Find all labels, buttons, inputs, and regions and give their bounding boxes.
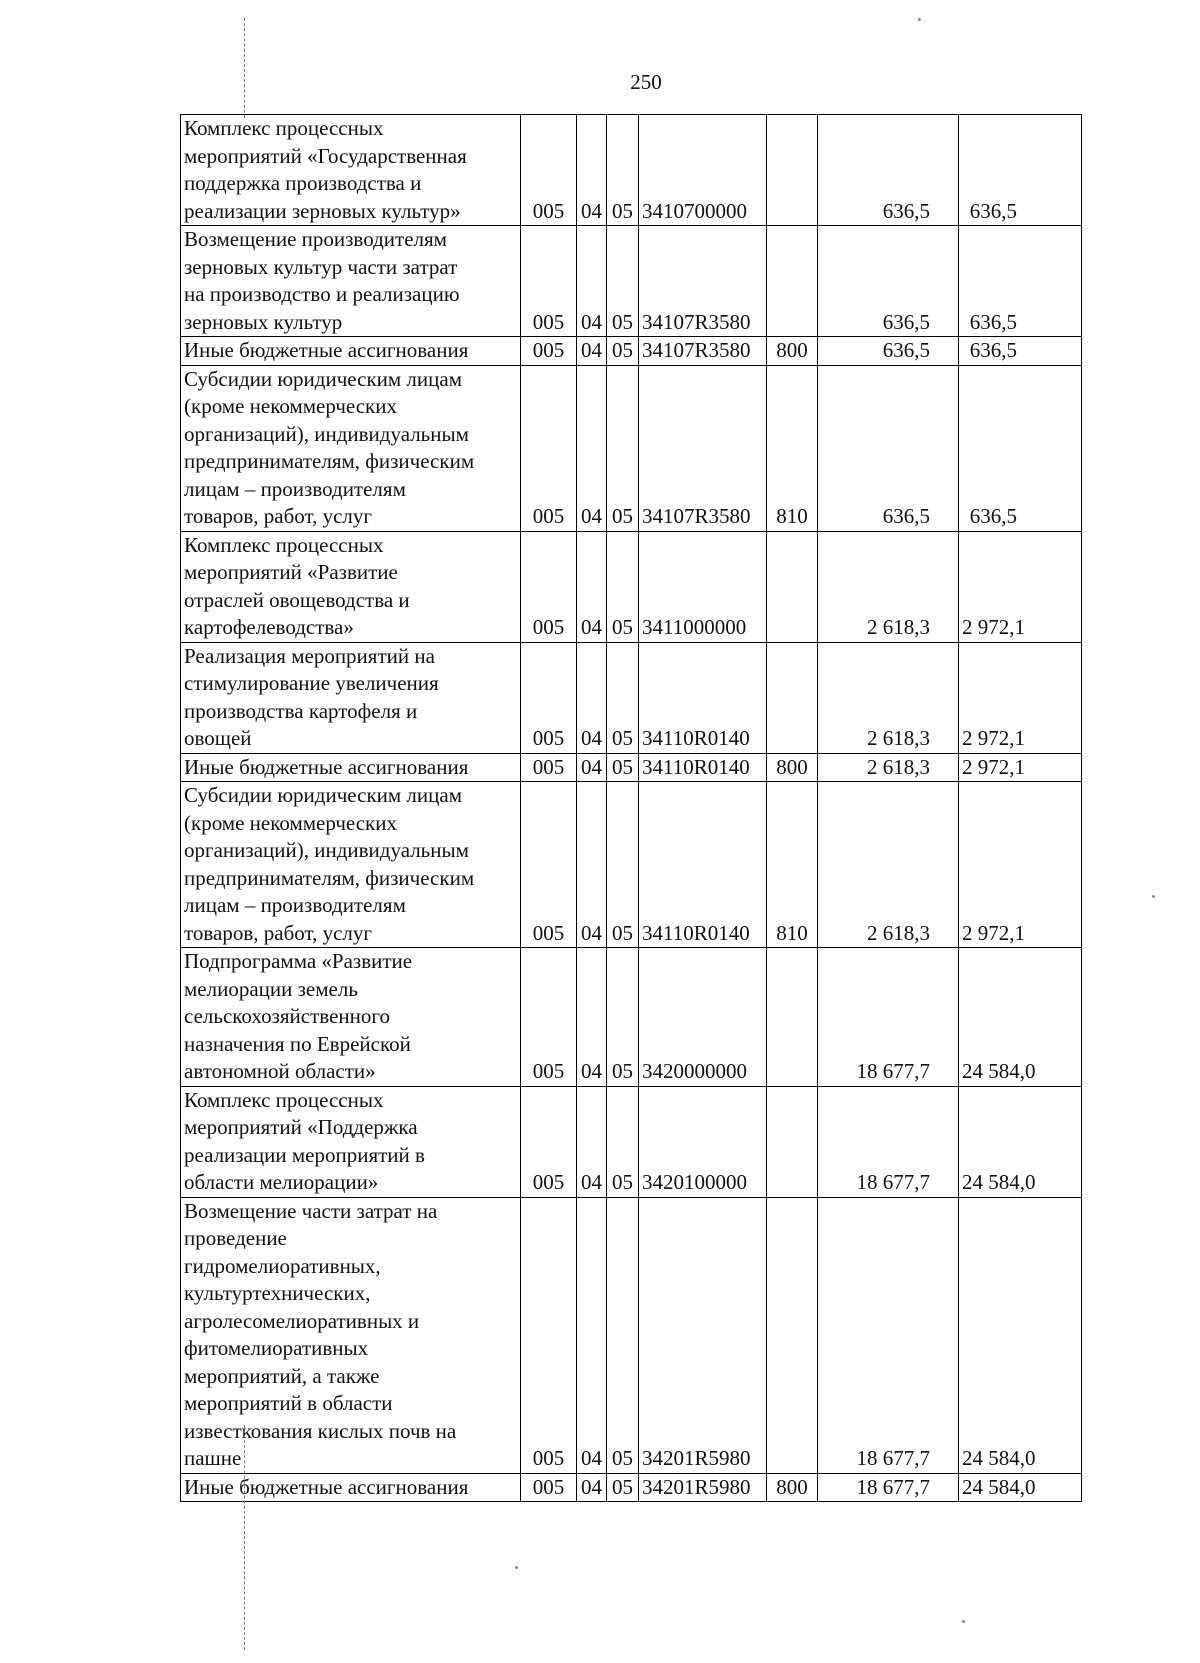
section-code: 04 — [577, 642, 607, 753]
expense-type-code: 810 — [767, 782, 818, 948]
subsection-code: 05 — [607, 115, 639, 226]
sum-year-1: 636,5 — [818, 226, 959, 337]
expense-type-code — [767, 642, 818, 753]
section-code: 04 — [577, 753, 607, 782]
ministry-code: 005 — [521, 531, 577, 642]
subsection-code: 05 — [607, 642, 639, 753]
sum-year-2: 636,5 — [959, 337, 1082, 366]
section-code: 04 — [577, 226, 607, 337]
expense-type-code: 800 — [767, 753, 818, 782]
row-name: Иные бюджетные ассигнования — [181, 753, 521, 782]
scan-speck — [918, 18, 921, 21]
row-name: Возмещение части затрат на проведение гидромелиоративных, культуртехнических, агролесомелиоративных и фитомелиоративных мероприятий, а также мероприятий в области известкования кислых почв на пашне — [181, 1197, 521, 1473]
row-name: Реализация мероприятий на стимулирование увеличения производства картофеля и овощей — [181, 642, 521, 753]
sum-year-1: 2 618,3 — [818, 531, 959, 642]
table-row — [181, 948, 1082, 1087]
expense-type-code — [767, 948, 818, 1087]
scan-speck — [1152, 895, 1155, 898]
ministry-code: 005 — [521, 365, 577, 531]
sum-year-2: 24 584,0 — [959, 1473, 1082, 1502]
sum-year-2: 2 972,1 — [959, 782, 1082, 948]
section-code: 04 — [577, 1086, 607, 1197]
row-name: Комплекс процессных мероприятий «Поддержка реализации мероприятий в области мелиорации» — [181, 1086, 521, 1197]
sum-year-1: 636,5 — [818, 365, 959, 531]
target-article-code: 3411000000 — [639, 531, 767, 642]
table-row — [181, 115, 1082, 226]
target-article-code: 34201R5980 — [639, 1473, 767, 1502]
table-row — [181, 1086, 1082, 1197]
expense-type-code — [767, 1086, 818, 1197]
scan-fold-line-top — [244, 18, 245, 118]
ministry-code: 005 — [521, 753, 577, 782]
row-name: Комплекс процессных мероприятий «Государственная поддержка производства и реализации зерновых культур» — [181, 115, 521, 226]
page-number: 250 — [630, 70, 662, 94]
target-article-code: 34110R0140 — [639, 753, 767, 782]
sum-year-1: 636,5 — [818, 337, 959, 366]
expense-type-code — [767, 115, 818, 226]
sum-year-1: 18 677,7 — [818, 1197, 959, 1473]
table-row — [181, 531, 1082, 642]
sum-year-2: 24 584,0 — [959, 1086, 1082, 1197]
sum-year-1: 18 677,7 — [818, 1086, 959, 1197]
subsection-code: 05 — [607, 782, 639, 948]
target-article-code: 34107R3580 — [639, 226, 767, 337]
subsection-code: 05 — [607, 1086, 639, 1197]
table-row — [181, 337, 1082, 366]
sum-year-2: 24 584,0 — [959, 948, 1082, 1087]
ministry-code: 005 — [521, 1473, 577, 1502]
subsection-code: 05 — [607, 531, 639, 642]
target-article-code: 34107R3580 — [639, 337, 767, 366]
sum-year-2: 24 584,0 — [959, 1197, 1082, 1473]
sum-year-1: 18 677,7 — [818, 1473, 959, 1502]
section-code: 04 — [577, 531, 607, 642]
row-name: Комплекс процессных мероприятий «Развитие отраслей овощеводства и картофелеводства» — [181, 531, 521, 642]
table-row — [181, 365, 1082, 531]
table-body — [181, 115, 1082, 1502]
sum-year-1: 2 618,3 — [818, 782, 959, 948]
ministry-code: 005 — [521, 948, 577, 1087]
expense-type-code — [767, 226, 818, 337]
sum-year-1: 2 618,3 — [818, 753, 959, 782]
row-name: Возмещение производителям зерновых культур части затрат на производство и реализацию зерновых культур — [181, 226, 521, 337]
ministry-code: 005 — [521, 1197, 577, 1473]
section-code: 04 — [577, 1473, 607, 1502]
subsection-code: 05 — [607, 365, 639, 531]
sum-year-2: 636,5 — [959, 226, 1082, 337]
ministry-code: 005 — [521, 337, 577, 366]
sum-year-1: 2 618,3 — [818, 642, 959, 753]
scan-fold-line-bottom — [244, 1425, 245, 1650]
section-code: 04 — [577, 782, 607, 948]
scan-speck — [962, 1620, 965, 1623]
section-code: 04 — [577, 115, 607, 226]
ministry-code: 005 — [521, 1086, 577, 1197]
row-name: Субсидии юридическим лицам (кроме некоммерческих организаций), индивидуальным предпринимателям, физическим лицам – производителям товаров, работ, услуг — [181, 365, 521, 531]
sum-year-2: 636,5 — [959, 115, 1082, 226]
ministry-code: 005 — [521, 226, 577, 337]
section-code: 04 — [577, 948, 607, 1087]
table-row — [181, 226, 1082, 337]
expense-type-code: 800 — [767, 337, 818, 366]
section-code: 04 — [577, 337, 607, 366]
target-article-code: 34201R5980 — [639, 1197, 767, 1473]
sum-year-2: 2 972,1 — [959, 642, 1082, 753]
table-row — [181, 782, 1082, 948]
ministry-code: 005 — [521, 782, 577, 948]
table-row — [181, 642, 1082, 753]
sum-year-2: 636,5 — [959, 365, 1082, 531]
table-row — [181, 753, 1082, 782]
target-article-code: 3420100000 — [639, 1086, 767, 1197]
sum-year-1: 18 677,7 — [818, 948, 959, 1087]
sum-year-2: 2 972,1 — [959, 753, 1082, 782]
subsection-code: 05 — [607, 1197, 639, 1473]
sum-year-2: 2 972,1 — [959, 531, 1082, 642]
sum-year-1: 636,5 — [818, 115, 959, 226]
target-article-code: 34110R0140 — [639, 642, 767, 753]
subsection-code: 05 — [607, 1473, 639, 1502]
ministry-code: 005 — [521, 642, 577, 753]
row-name: Иные бюджетные ассигнования — [181, 337, 521, 366]
target-article-code: 3410700000 — [639, 115, 767, 226]
table-row — [181, 1473, 1082, 1502]
subsection-code: 05 — [607, 226, 639, 337]
expense-type-code — [767, 531, 818, 642]
row-name: Субсидии юридическим лицам (кроме некоммерческих организаций), индивидуальным предпринимателям, физическим лицам – производителям товаров, работ, услуг — [181, 782, 521, 948]
subsection-code: 05 — [607, 753, 639, 782]
subsection-code: 05 — [607, 337, 639, 366]
budget-table — [180, 114, 1082, 1502]
section-code: 04 — [577, 1197, 607, 1473]
target-article-code: 34110R0140 — [639, 782, 767, 948]
row-name: Подпрограмма «Развитие мелиорации земель сельскохозяйственного назначения по Еврейской автономной области» — [181, 948, 521, 1087]
scan-speck — [515, 1566, 518, 1569]
section-code: 04 — [577, 365, 607, 531]
subsection-code: 05 — [607, 948, 639, 1087]
expense-type-code: 810 — [767, 365, 818, 531]
target-article-code: 3420000000 — [639, 948, 767, 1087]
table-row — [181, 1197, 1082, 1473]
ministry-code: 005 — [521, 115, 577, 226]
expense-type-code: 800 — [767, 1473, 818, 1502]
row-name: Иные бюджетные ассигнования — [181, 1473, 521, 1502]
target-article-code: 34107R3580 — [639, 365, 767, 531]
expense-type-code — [767, 1197, 818, 1473]
